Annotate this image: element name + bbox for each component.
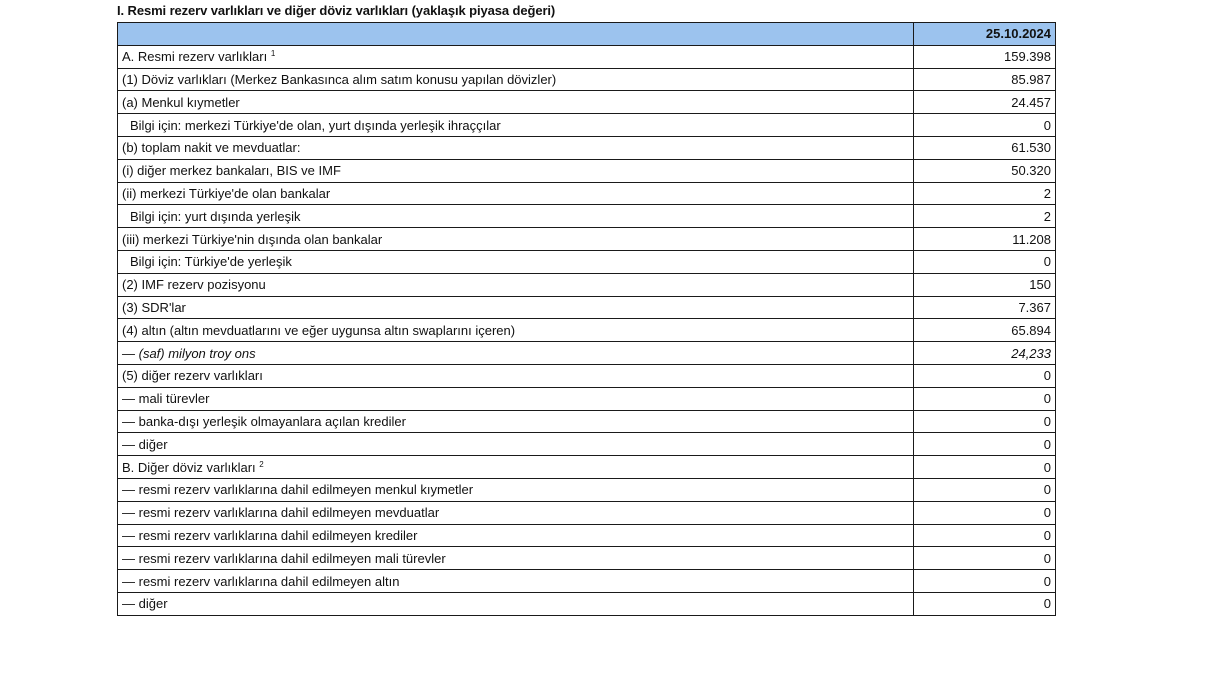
row-label-cell	[118, 592, 914, 615]
footnote-marker: 2	[259, 459, 264, 469]
table-row	[118, 228, 1056, 251]
table-row	[118, 91, 1056, 114]
row-label: — diğer	[122, 436, 168, 452]
row-label: (3) SDR'lar	[122, 299, 186, 315]
row-value: 159.398	[914, 45, 1056, 68]
row-value: 150	[914, 273, 1056, 296]
row-label: — resmi rezerv varlıklarına dahil edilmeyen mevduatlar	[122, 505, 440, 521]
table-row	[118, 524, 1056, 547]
row-value: 0	[914, 478, 1056, 501]
table-row	[118, 478, 1056, 501]
row-label: — resmi rezerv varlıklarına dahil edilmeyen menkul kıymetler	[122, 482, 474, 498]
table-row	[118, 410, 1056, 433]
row-label-cell	[118, 114, 914, 137]
table-row	[118, 456, 1056, 479]
header-label-cell	[118, 23, 914, 46]
row-label-cell	[118, 570, 914, 593]
row-value: 24.457	[914, 91, 1056, 114]
row-value: 0	[914, 387, 1056, 410]
row-label-cell	[118, 387, 914, 410]
row-label-cell	[118, 524, 914, 547]
table-row	[118, 159, 1056, 182]
table-row	[118, 501, 1056, 524]
row-value: 61.530	[914, 136, 1056, 159]
row-value: 11.208	[914, 228, 1056, 251]
row-value: 65.894	[914, 319, 1056, 342]
table-row	[118, 319, 1056, 342]
table-row	[118, 182, 1056, 205]
table-row	[118, 45, 1056, 68]
row-value: 0	[914, 570, 1056, 593]
table-row	[118, 250, 1056, 273]
row-value: 0	[914, 501, 1056, 524]
table-row	[118, 273, 1056, 296]
table-row	[118, 570, 1056, 593]
row-label: (4) altın (altın mevduatlarını ve eğer uygunsa altın swaplarını içeren)	[122, 322, 516, 338]
row-label-cell	[118, 45, 914, 68]
table-row	[118, 342, 1056, 365]
row-value: 85.987	[914, 68, 1056, 91]
row-label-cell	[118, 91, 914, 114]
row-label: B. Diğer döviz varlıkları	[122, 459, 256, 475]
footnote-marker: 1	[270, 49, 276, 59]
row-label-cell	[118, 456, 914, 479]
table-row	[118, 114, 1056, 137]
row-value: 24,233	[914, 342, 1056, 365]
row-label-cell	[118, 228, 914, 251]
row-value: 0	[914, 524, 1056, 547]
row-label: — resmi rezerv varlıklarına dahil edilmeyen mali türevler	[122, 550, 446, 566]
row-label: — diğer	[122, 596, 168, 612]
row-value: 0	[914, 114, 1056, 137]
table-row	[118, 433, 1056, 456]
header-date: 25.10.2024	[914, 23, 1056, 46]
reserves-table	[117, 22, 1056, 616]
row-label: (1) Döviz varlıkları (Merkez Bankasınca alım satım konusu yapılan dövizler)	[122, 71, 557, 87]
row-label: (a) Menkul kıymetler	[122, 94, 240, 110]
row-label: — (saf) milyon troy ons	[122, 345, 256, 361]
row-label: — mali türevler	[122, 391, 210, 407]
row-label: — resmi rezerv varlıklarına dahil edilmeyen altın	[122, 573, 400, 589]
row-value: 0	[914, 410, 1056, 433]
row-label-cell	[118, 68, 914, 91]
row-value: 0	[914, 364, 1056, 387]
table-row	[118, 68, 1056, 91]
table-row	[118, 387, 1056, 410]
row-label-cell	[118, 182, 914, 205]
row-label-cell	[118, 250, 914, 273]
page-title: I. Resmi rezerv varlıkları ve diğer döviz varlıkları (yaklaşık piyasa değeri)	[117, 3, 556, 18]
row-value: 7.367	[914, 296, 1056, 319]
row-label: — banka-dışı yerleşik olmayanlara açılan krediler	[122, 413, 406, 429]
row-label-cell	[118, 319, 914, 342]
row-label-cell	[118, 296, 914, 319]
row-value: 0	[914, 592, 1056, 615]
row-label-cell	[118, 136, 914, 159]
row-value: 0	[914, 547, 1056, 570]
row-label-cell	[118, 410, 914, 433]
table-row	[118, 296, 1056, 319]
row-label-cell	[118, 342, 914, 365]
row-value: 2	[914, 182, 1056, 205]
row-label: Bilgi için: Türkiye'de yerleşik	[130, 254, 292, 270]
table-row	[118, 364, 1056, 387]
table-body	[118, 23, 1056, 616]
row-label: (ii) merkezi Türkiye'de olan bankalar	[122, 185, 331, 201]
row-label: (b) toplam nakit ve mevduatlar:	[122, 140, 301, 156]
row-label-cell	[118, 273, 914, 296]
row-value: 50.320	[914, 159, 1056, 182]
row-label-cell	[118, 501, 914, 524]
row-label: (i) diğer merkez bankaları, BIS ve IMF	[122, 163, 341, 179]
row-value: 0	[914, 250, 1056, 273]
row-label-cell	[118, 478, 914, 501]
row-label: — resmi rezerv varlıklarına dahil edilmeyen krediler	[122, 527, 418, 543]
row-value: 0	[914, 456, 1056, 479]
row-label: (5) diğer rezerv varlıkları	[122, 368, 263, 384]
row-label-cell	[118, 433, 914, 456]
table-row	[118, 592, 1056, 615]
table-header-row	[118, 23, 1056, 46]
row-label: Bilgi için: yurt dışında yerleşik	[130, 208, 301, 224]
row-label: Bilgi için: merkezi Türkiye'de olan, yurt dışında yerleşik ihraççılar	[130, 117, 501, 133]
row-value: 0	[914, 433, 1056, 456]
row-label-cell	[118, 547, 914, 570]
table-row	[118, 136, 1056, 159]
row-value: 2	[914, 205, 1056, 228]
table-row	[118, 205, 1056, 228]
row-label-cell	[118, 205, 914, 228]
row-label: (iii) merkezi Türkiye'nin dışında olan bankalar	[122, 231, 383, 247]
row-label: (2) IMF rezerv pozisyonu	[122, 277, 266, 293]
row-label-cell	[118, 159, 914, 182]
row-label-cell	[118, 364, 914, 387]
table-row	[118, 547, 1056, 570]
row-label: A. Resmi rezerv varlıkları	[122, 49, 268, 65]
